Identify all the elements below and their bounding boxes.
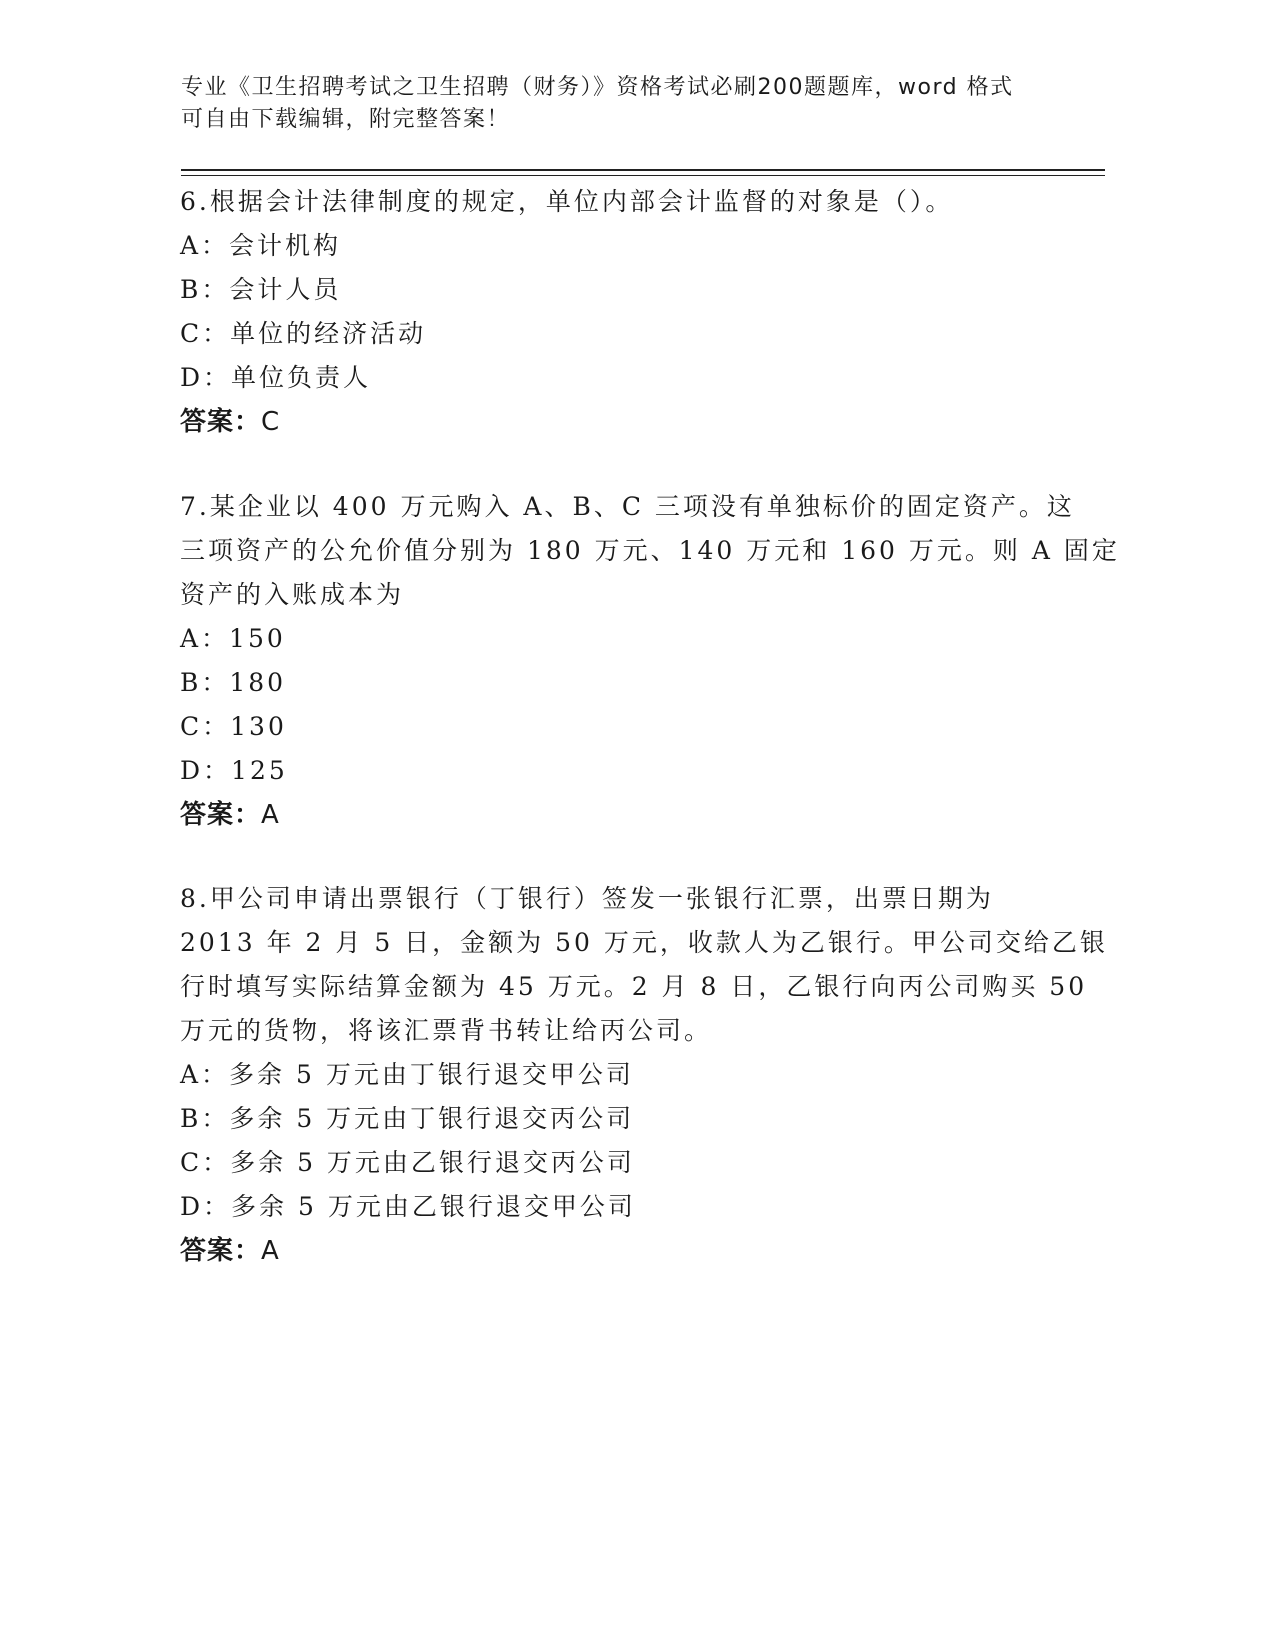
question-stem-line: 2013 年 2 月 5 日，金额为 50 万元，收款人为乙银行。甲公司交给乙银	[180, 928, 1108, 957]
answer-line	[180, 1229, 1060, 1273]
header-divider-thin	[181, 175, 1105, 176]
header-divider-thick	[181, 169, 1105, 171]
option-b: B：会计人员	[180, 275, 342, 304]
option-b: B：180	[180, 668, 287, 697]
option-a: A：多余 5 万元由丁银行退交甲公司	[180, 1060, 634, 1089]
question-block	[180, 180, 1060, 444]
question-stem-line: 资产的入账成本为	[180, 580, 405, 609]
answer-label: 答案：	[180, 1236, 262, 1266]
header-line-2: 可自由下载编辑，附完整答案！	[181, 107, 511, 132]
question-stem-line: 万元的货物，将该汇票背书转让给丙公司。	[180, 1016, 713, 1045]
option-c: C：多余 5 万元由乙银行退交丙公司	[180, 1148, 635, 1177]
option-d: D：单位负责人	[180, 363, 372, 392]
answer-label: 答案：	[180, 800, 262, 830]
question-block	[180, 877, 1108, 1273]
question-stem-line: 8.甲公司申请出票银行（丁银行）签发一张银行汇票，出票日期为	[180, 884, 994, 913]
question-block	[180, 485, 1120, 837]
answer-line	[180, 793, 1060, 837]
question-stem-line: 7.某企业以 400 万元购入 A、B、C 三项没有单独标价的固定资产。这	[180, 492, 1075, 521]
answer-value: C	[261, 407, 281, 437]
option-c: C：130	[180, 712, 287, 741]
option-a: A：会计机构	[180, 231, 342, 260]
option-d: D：多余 5 万元由乙银行退交甲公司	[180, 1192, 636, 1221]
question-stem-line: 三项资产的公允价值分别为 180 万元、140 万元和 160 万元。则 A 固定	[180, 536, 1120, 565]
header-line-1: 专业《卫生招聘考试之卫生招聘（财务）》资格考试必刷200题题库，word 格式	[181, 75, 1014, 100]
answer-value: A	[261, 800, 280, 830]
document-header	[181, 72, 1061, 136]
option-c: C：单位的经济活动	[180, 319, 427, 348]
question-stem-line: 6.根据会计法律制度的规定，单位内部会计监督的对象是（）。	[180, 187, 954, 216]
answer-line	[180, 400, 1060, 444]
option-a: A：150	[180, 624, 286, 653]
option-d: D：125	[180, 756, 288, 785]
question-stem-line: 行时填写实际结算金额为 45 万元。2 月 8 日，乙银行向丙公司购买 50	[180, 972, 1088, 1001]
option-b: B：多余 5 万元由丁银行退交丙公司	[180, 1104, 635, 1133]
answer-value: A	[261, 1236, 280, 1266]
answer-label: 答案：	[180, 407, 262, 437]
